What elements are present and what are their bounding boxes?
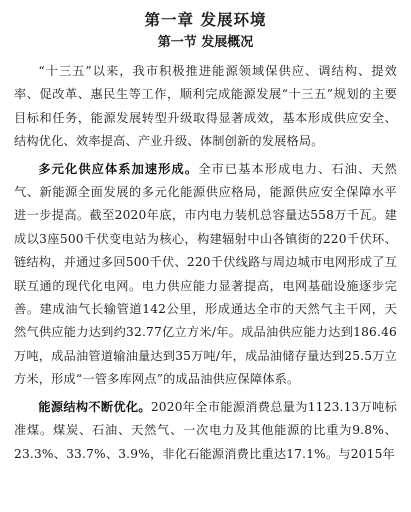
paragraph-lead: 能源结构不断优化。 [38,399,151,414]
paragraph-body: 2020年全市能源消费总量为1123.13万吨标准煤。煤炭、石油、天然气、一次电力及其他能源的比重为9.8%、23.3%、33.7%、3.9%，非化石能源消费比重达17.1%。与2015年 [14,399,397,461]
paragraph-lead: 多元化供应体系加速形成。 [38,161,199,176]
paragraph-body: 全市已基本形成电力、石油、天然气、新能源全面发展的多元化能源供应格局，能源供应安全保障水平进一步提高。截至2020年底，市内电力装机总容量达558万千瓦。建成以3座500千伏变电站为核心，构建辐射中山各镇街的220千伏环、链结构，并通过多回500千伏、220千伏线路与周边城市电网形成了互联互通的现代化电网。电力供应能力显著提高，电网基础设施逐步完善。建成油气长输管道142公里，形成通达全市的天然气主干网，天然气供应能力达到约32.77亿立方米/年。成品油供应能力达到186.46万吨，成品油管道输油量达到35万吨/年，成品油储存量达到25.5万立方米，形成“一管多库网点”的成品油供应保障体系。 [14,161,397,387]
section-title: 第一节 发展概况 [157,35,254,50]
paragraph-supply-system [14,158,397,392]
paragraph-overview [14,60,397,154]
paragraph-body: “十三五”以来，我市积极推进能源领域保供应、调结构、提效率、促改革、惠民生等工作，顺利完成能源发展“十三五”规划的主要目标和任务，能源发展转型升级取得显著成效，基本形成供应安全、结构优化、效率提高、产业升级、体制创新的发展格局。 [14,64,397,149]
paragraph-energy-structure [14,396,397,466]
chapter-title: 第一章 发展环境 [144,10,267,29]
